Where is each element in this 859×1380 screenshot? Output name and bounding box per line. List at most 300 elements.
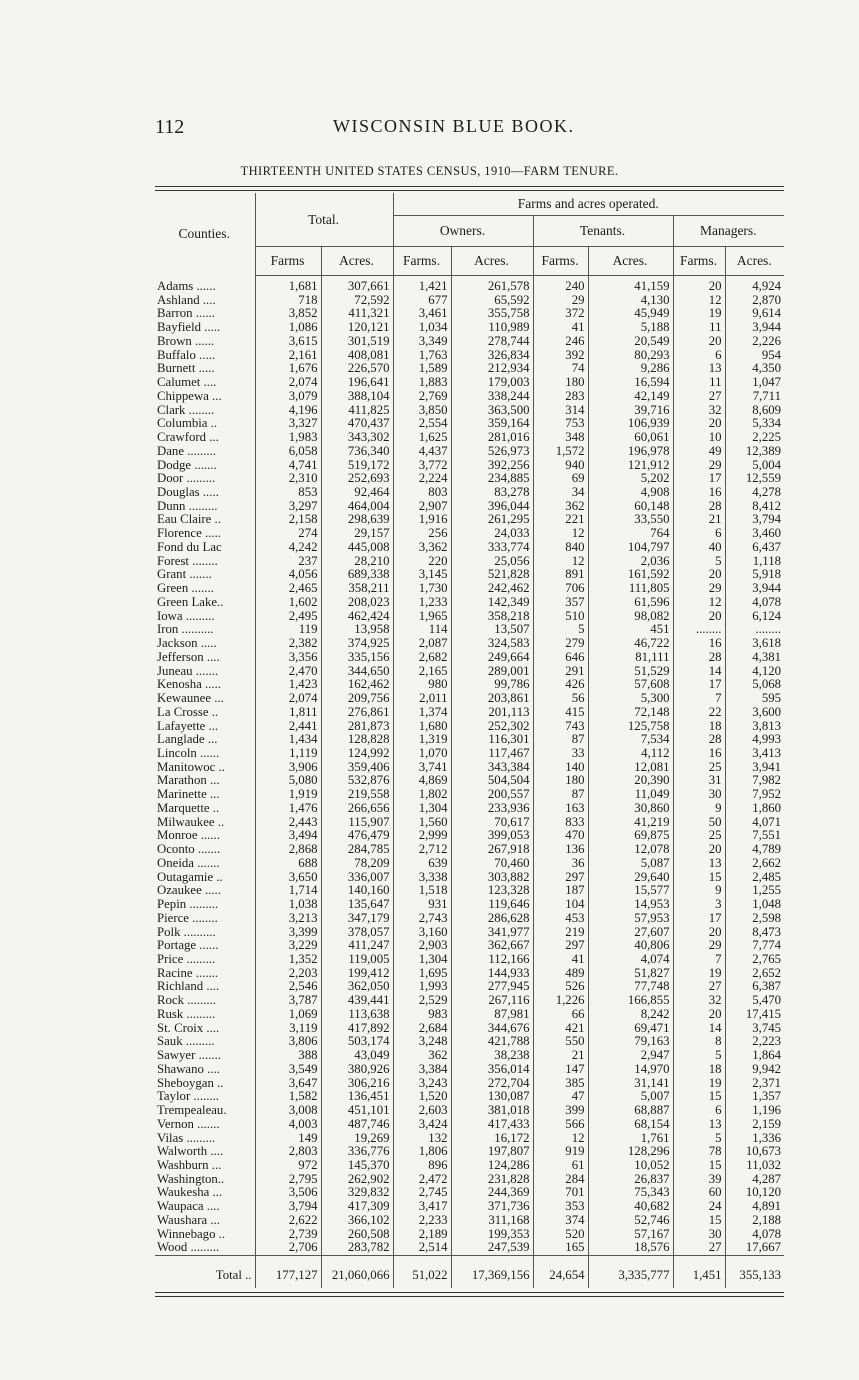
table-row — [155, 376, 784, 390]
table-row — [155, 610, 784, 624]
county-name: Crawford ... — [157, 431, 219, 445]
managers-acres-cell: 5,334 — [725, 417, 784, 431]
managers-acres-cell: 4,071 — [725, 816, 784, 830]
managers-farms-cell: 11 — [673, 376, 725, 390]
total-farms-cell: 3,506 — [255, 1186, 321, 1200]
total-acres-cell: 276,861 — [321, 706, 393, 720]
managers-acres-cell: 3,941 — [725, 761, 784, 775]
managers-farms-cell: 7 — [673, 692, 725, 706]
tenants-farms-cell: 833 — [533, 816, 588, 830]
farm-tenure-table — [155, 193, 784, 1288]
managers-farms-cell: 29 — [673, 582, 725, 596]
owners-acres-cell: 197,807 — [451, 1145, 533, 1159]
tenants-acres-cell: 764 — [588, 527, 673, 541]
owners-acres-cell: 65,592 — [451, 294, 533, 308]
table-row — [155, 665, 784, 679]
tenants-acres-cell: 15,577 — [588, 884, 673, 898]
table-row — [155, 994, 784, 1008]
county-name: Marathon ... — [157, 774, 220, 788]
tenants-acres-cell: 1,761 — [588, 1132, 673, 1146]
managers-acres-cell: 2,485 — [725, 871, 784, 885]
owners-farms-cell: 2,903 — [393, 939, 451, 953]
owners-farms-cell: 2,529 — [393, 994, 451, 1008]
tenants-acres-cell: 5,300 — [588, 692, 673, 706]
managers-farms-cell: 17 — [673, 472, 725, 486]
owners-acres-cell: 25,056 — [451, 555, 533, 569]
owners-farms-cell: 3,160 — [393, 926, 451, 940]
table-row — [155, 417, 784, 431]
managers-farms-cell: 20 — [673, 1008, 725, 1022]
total-acres-cell: 43,049 — [321, 1049, 393, 1063]
owners-farms-cell: 3,850 — [393, 404, 451, 418]
managers-acres-cell: 6,437 — [725, 541, 784, 555]
county-name: Marquette .. — [157, 801, 220, 815]
owners-farms-cell: 114 — [393, 623, 451, 637]
table-row — [155, 500, 784, 514]
tenants-farms-cell: 372 — [533, 307, 588, 321]
managers-acres-cell: 3,944 — [725, 321, 784, 335]
table-row — [155, 459, 784, 473]
owners-acres-cell: 272,704 — [451, 1077, 533, 1091]
county-name: Oconto ....... — [157, 843, 221, 857]
total-acres-cell: 307,661 — [321, 276, 393, 294]
total-farms-cell: 1,476 — [255, 802, 321, 816]
owners-farms-cell: 1,233 — [393, 596, 451, 610]
table-row — [155, 857, 784, 871]
owners-farms-header: Farms. — [393, 247, 451, 276]
managers-acres-cell: 7,982 — [725, 774, 784, 788]
owners-farms-cell: 1,560 — [393, 816, 451, 830]
county-name: Dane ......... — [157, 444, 216, 458]
table-row — [155, 1118, 784, 1132]
owners-acres-cell: 358,218 — [451, 610, 533, 624]
tenants-acres-cell: 16,594 — [588, 376, 673, 390]
managers-acres-cell: 3,794 — [725, 513, 784, 527]
total-acres-cell: 78,209 — [321, 857, 393, 871]
total-farms-cell: 2,465 — [255, 582, 321, 596]
table-row — [155, 967, 784, 981]
tenants-acres-cell: 79,163 — [588, 1035, 673, 1049]
managers-acres-cell: 1,336 — [725, 1132, 784, 1146]
table-row — [155, 761, 784, 775]
tenants-farms-cell: 297 — [533, 871, 588, 885]
county-name: Jefferson .... — [157, 650, 220, 664]
owners-farms-cell: 1,763 — [393, 349, 451, 363]
tenants-farms-cell: 56 — [533, 692, 588, 706]
tenants-acres-header: Acres. — [588, 247, 673, 276]
county-name: Trempealeau. — [157, 1104, 227, 1118]
managers-acres-cell: 4,924 — [725, 276, 784, 294]
total-acres-cell: 417,309 — [321, 1200, 393, 1214]
tenants-farms-cell: 421 — [533, 1022, 588, 1036]
managers-acres-cell: 12,389 — [725, 445, 784, 459]
tenants-acres-cell: 72,148 — [588, 706, 673, 720]
managers-farms-cell: 20 — [673, 843, 725, 857]
table-row — [155, 486, 784, 500]
tenants-acres-cell: 68,887 — [588, 1104, 673, 1118]
owners-acres-cell: 200,557 — [451, 788, 533, 802]
managers-acres-cell: 17,415 — [725, 1008, 784, 1022]
managers-acres-cell: 2,765 — [725, 953, 784, 967]
table-row — [155, 720, 784, 734]
total-acres-cell: 281,873 — [321, 720, 393, 734]
total-acres-cell: 411,247 — [321, 939, 393, 953]
owners-acres-cell: 289,001 — [451, 665, 533, 679]
table-row — [155, 884, 784, 898]
owners-acres-cell: 324,583 — [451, 637, 533, 651]
tenants-farms-cell: 1,572 — [533, 445, 588, 459]
owners-farms-cell: 2,907 — [393, 500, 451, 514]
table-row — [155, 1022, 784, 1036]
managers-acres-cell: 595 — [725, 692, 784, 706]
managers-farms-cell: 27 — [673, 390, 725, 404]
total-acres-cell: 120,121 — [321, 321, 393, 335]
tenants-farms-cell: 36 — [533, 857, 588, 871]
managers-farms-cell: 50 — [673, 816, 725, 830]
tenants-acres-cell: 104,797 — [588, 541, 673, 555]
tenants-acres-cell: 57,608 — [588, 678, 673, 692]
tenants-acres-cell: 125,758 — [588, 720, 673, 734]
total-farms-cell: 1,919 — [255, 788, 321, 802]
tenants-farms-cell: 353 — [533, 1200, 588, 1214]
managers-acres-cell: 5,918 — [725, 568, 784, 582]
total-farms-cell: 2,546 — [255, 980, 321, 994]
tenants-farms-cell: 87 — [533, 788, 588, 802]
owners-farms-cell: 1,806 — [393, 1145, 451, 1159]
owners-acres-cell: 212,934 — [451, 362, 533, 376]
total-farms-cell: 6,058 — [255, 445, 321, 459]
owners-farms-cell: 1,520 — [393, 1090, 451, 1104]
total-acres-cell: 199,412 — [321, 967, 393, 981]
total-farms-cell: 2,158 — [255, 513, 321, 527]
tenants-acres-cell: 20,390 — [588, 774, 673, 788]
total-row — [155, 1256, 784, 1289]
table-row — [155, 980, 784, 994]
total-acres-cell: 462,424 — [321, 610, 393, 624]
owners-farms-cell: 2,233 — [393, 1214, 451, 1228]
table-row — [155, 1077, 784, 1091]
managers-farms-cell: 30 — [673, 788, 725, 802]
tenants-acres-cell: 61,596 — [588, 596, 673, 610]
owners-farms-cell: 2,554 — [393, 417, 451, 431]
tenants-farms-cell: 12 — [533, 555, 588, 569]
managers-farms-cell: 12 — [673, 294, 725, 308]
owners-farms-cell: 3,741 — [393, 761, 451, 775]
tenants-acres-cell: 57,167 — [588, 1228, 673, 1242]
managers-acres-total: 355,133 — [725, 1256, 784, 1289]
owners-acres-cell: 244,369 — [451, 1186, 533, 1200]
total-acres-cell: 343,302 — [321, 431, 393, 445]
managers-farms-cell: 27 — [673, 980, 725, 994]
tenants-farms-cell: 163 — [533, 802, 588, 816]
managers-acres-cell: 954 — [725, 349, 784, 363]
tenants-acres-cell: 57,953 — [588, 912, 673, 926]
tenants-acres-cell: 68,154 — [588, 1118, 673, 1132]
tenants-farms-cell: 69 — [533, 472, 588, 486]
table-row — [155, 637, 784, 651]
table-row — [155, 431, 784, 445]
county-name: Sheboygan .. — [157, 1076, 224, 1090]
tenants-farms-cell: 219 — [533, 926, 588, 940]
total-acres-cell: 283,782 — [321, 1241, 393, 1255]
county-name: Taylor ........ — [157, 1090, 220, 1104]
owners-acres-cell: 16,172 — [451, 1132, 533, 1146]
tenants-acres-cell: 5,087 — [588, 857, 673, 871]
table-row — [155, 706, 784, 720]
total-farms-cell: 2,706 — [255, 1241, 321, 1255]
total-farms-cell: 237 — [255, 555, 321, 569]
managers-acres-cell: 2,225 — [725, 431, 784, 445]
table-row — [155, 1049, 784, 1063]
managers-acres-cell: 3,745 — [725, 1022, 784, 1036]
owners-farms-cell: 1,070 — [393, 747, 451, 761]
table-row — [155, 362, 784, 376]
tenants-farms-cell: 489 — [533, 967, 588, 981]
owners-acres-cell: 112,166 — [451, 953, 533, 967]
tenants-farms-cell: 840 — [533, 541, 588, 555]
owners-header: Owners. — [393, 216, 533, 247]
owners-acres-cell: 504,504 — [451, 774, 533, 788]
owners-acres-cell: 234,885 — [451, 472, 533, 486]
managers-acres-cell: 1,118 — [725, 555, 784, 569]
owners-farms-cell: 3,248 — [393, 1035, 451, 1049]
top-rule-inner — [155, 190, 784, 191]
tenants-farms-cell: 33 — [533, 747, 588, 761]
owners-farms-cell: 2,712 — [393, 843, 451, 857]
county-name: Jackson ..... — [157, 637, 217, 651]
managers-farms-cell: 31 — [673, 774, 725, 788]
total-farms-cell: 3,008 — [255, 1104, 321, 1118]
tenants-farms-cell: 426 — [533, 678, 588, 692]
owners-acres-cell: 117,467 — [451, 747, 533, 761]
tenants-acres-cell: 30,860 — [588, 802, 673, 816]
county-name: Richland .... — [157, 980, 220, 994]
owners-farms-cell: 1,883 — [393, 376, 451, 390]
county-name: Vernon ....... — [157, 1117, 220, 1131]
county-name: St. Croix .... — [157, 1021, 220, 1035]
owners-farms-cell: 1,993 — [393, 980, 451, 994]
owners-acres-cell: 99,786 — [451, 678, 533, 692]
managers-acres-cell: 1,357 — [725, 1090, 784, 1104]
tenants-farms-cell: 291 — [533, 665, 588, 679]
managers-acres-cell: 2,371 — [725, 1077, 784, 1091]
tenants-acres-cell: 40,682 — [588, 1200, 673, 1214]
county-name: Florence ..... — [157, 527, 221, 541]
county-name: Iowa ......... — [157, 609, 215, 623]
bottom-rule — [155, 1292, 784, 1293]
tenants-acres-cell: 51,529 — [588, 665, 673, 679]
owners-farms-cell: 983 — [393, 1008, 451, 1022]
owners-farms-cell: 132 — [393, 1132, 451, 1146]
total-acres-cell: 19,269 — [321, 1132, 393, 1146]
owners-acres-cell: 142,349 — [451, 596, 533, 610]
owners-farms-cell: 362 — [393, 1049, 451, 1063]
total-farms-cell: 4,741 — [255, 459, 321, 473]
total-farms-cell: 1,434 — [255, 733, 321, 747]
county-name: Vilas ......... — [157, 1131, 216, 1145]
tenants-farms-cell: 5 — [533, 623, 588, 637]
owners-acres-cell: 123,328 — [451, 884, 533, 898]
county-name: Polk .......... — [157, 925, 216, 939]
total-farms-cell: 149 — [255, 1132, 321, 1146]
table-row — [155, 898, 784, 912]
table-row — [155, 871, 784, 885]
county-name: Manitowoc .. — [157, 760, 225, 774]
managers-farms-header: Farms. — [673, 247, 725, 276]
owners-farms-cell: 3,362 — [393, 541, 451, 555]
total-farms-cell: 3,787 — [255, 994, 321, 1008]
owners-farms-cell: 1,730 — [393, 582, 451, 596]
total-acres-cell: 689,338 — [321, 568, 393, 582]
total-farms-cell: 3,549 — [255, 1063, 321, 1077]
managers-farms-cell: 19 — [673, 1077, 725, 1091]
table-row — [155, 404, 784, 418]
total-farms-cell: 3,650 — [255, 871, 321, 885]
managers-farms-cell: 5 — [673, 1049, 725, 1063]
total-acres-cell: 411,825 — [321, 404, 393, 418]
managers-acres-cell: 4,078 — [725, 596, 784, 610]
owners-farms-cell: 2,087 — [393, 637, 451, 651]
owners-acres-cell: 70,460 — [451, 857, 533, 871]
owners-acres-cell: 252,302 — [451, 720, 533, 734]
managers-acres-cell: 2,188 — [725, 1214, 784, 1228]
managers-acres-cell: 17,667 — [725, 1241, 784, 1255]
managers-acres-cell: 4,350 — [725, 362, 784, 376]
county-name: Washburn ... — [157, 1159, 222, 1172]
table-row — [155, 472, 784, 486]
total-farms-cell: 2,622 — [255, 1214, 321, 1228]
total-acres-cell: 145,370 — [321, 1159, 393, 1173]
county-name: Winnebago .. — [157, 1227, 226, 1241]
tenants-farms-cell: 29 — [533, 294, 588, 308]
tenants-farms-header: Farms. — [533, 247, 588, 276]
total-acres-cell: 28,210 — [321, 555, 393, 569]
table-row — [155, 747, 784, 761]
owners-farms-cell: 4,869 — [393, 774, 451, 788]
tenants-farms-cell: 453 — [533, 912, 588, 926]
managers-farms-cell: 32 — [673, 404, 725, 418]
managers-acres-cell: 4,381 — [725, 651, 784, 665]
total-farms-cell: 3,906 — [255, 761, 321, 775]
total-acres-cell: 374,925 — [321, 637, 393, 651]
tenants-farms-cell: 61 — [533, 1159, 588, 1173]
owners-farms-cell: 1,304 — [393, 802, 451, 816]
owners-acres-cell: 116,301 — [451, 733, 533, 747]
owners-farms-cell: 1,916 — [393, 513, 451, 527]
owners-farms-cell: 2,684 — [393, 1022, 451, 1036]
tenants-acres-cell: 41,219 — [588, 816, 673, 830]
county-name: Ozaukee ..... — [157, 884, 221, 898]
table-row — [155, 692, 784, 706]
table-row — [155, 788, 784, 802]
tenants-farms-cell: 12 — [533, 1132, 588, 1146]
owners-acres-cell: 110,989 — [451, 321, 533, 335]
table-row — [155, 1132, 784, 1146]
managers-acres-header: Acres. — [725, 247, 784, 276]
owners-farms-cell: 1,589 — [393, 362, 451, 376]
tenants-farms-cell: 891 — [533, 568, 588, 582]
managers-farms-cell: 18 — [673, 1063, 725, 1077]
owners-farms-cell: 2,189 — [393, 1228, 451, 1242]
managers-acres-cell: 7,551 — [725, 829, 784, 843]
tenants-acres-cell: 29,640 — [588, 871, 673, 885]
owners-acres-total: 17,369,156 — [451, 1256, 533, 1289]
total-acres-cell: 262,902 — [321, 1173, 393, 1187]
county-name: Sawyer ....... — [157, 1049, 221, 1063]
county-name: Iron .......... — [157, 623, 214, 637]
county-name: Door ......... — [157, 472, 216, 486]
tenants-acres-cell: 9,286 — [588, 362, 673, 376]
tenants-acres-cell: 14,970 — [588, 1063, 673, 1077]
managers-farms-cell: 15 — [673, 1159, 725, 1173]
managers-farms-cell: 15 — [673, 1090, 725, 1104]
county-name: Douglas ..... — [157, 486, 219, 500]
county-name: Pierce ........ — [157, 911, 218, 925]
tenants-acres-cell: 98,082 — [588, 610, 673, 624]
owners-farms-cell: 1,965 — [393, 610, 451, 624]
owners-acres-header: Acres. — [451, 247, 533, 276]
owners-farms-cell: 3,145 — [393, 568, 451, 582]
tenants-farms-cell: 520 — [533, 1228, 588, 1242]
managers-acres-cell: 10,120 — [725, 1186, 784, 1200]
tenants-acres-cell: 7,534 — [588, 733, 673, 747]
managers-acres-cell: 1,860 — [725, 802, 784, 816]
total-farms-cell: 2,495 — [255, 610, 321, 624]
tenants-farms-cell: 470 — [533, 829, 588, 843]
county-name: Ashland .... — [157, 293, 216, 307]
managers-farms-cell: 21 — [673, 513, 725, 527]
owners-farms-cell: 896 — [393, 1159, 451, 1173]
managers-acres-cell: 1,048 — [725, 898, 784, 912]
total-farms-cell: 2,310 — [255, 472, 321, 486]
total-farms-cell: 2,161 — [255, 349, 321, 363]
table-row — [155, 527, 784, 541]
total-farms-cell: 3,297 — [255, 500, 321, 514]
managers-farms-cell: 17 — [673, 912, 725, 926]
total-farms: 177,127 — [255, 1256, 321, 1289]
county-name: Oneida ....... — [157, 856, 220, 870]
tenants-acres-cell: 451 — [588, 623, 673, 637]
tenants-farms-cell: 385 — [533, 1077, 588, 1091]
tenants-acres-cell: 106,939 — [588, 417, 673, 431]
table-row — [155, 1008, 784, 1022]
county-name: Price ......... — [157, 952, 216, 966]
county-name: Bayfield ..... — [157, 321, 221, 335]
table-row — [155, 843, 784, 857]
tenants-acres-cell: 31,141 — [588, 1077, 673, 1091]
total-farms-cell: 853 — [255, 486, 321, 500]
managers-farms-cell: 32 — [673, 994, 725, 1008]
managers-acres-cell: 1,255 — [725, 884, 784, 898]
managers-farms-cell: 6 — [673, 1104, 725, 1118]
county-name: Washington.. — [157, 1172, 225, 1186]
tenants-farms-cell: 221 — [533, 513, 588, 527]
table-row — [155, 939, 784, 953]
table-row — [155, 1173, 784, 1187]
table-row — [155, 774, 784, 788]
managers-acres-cell: 3,460 — [725, 527, 784, 541]
total-farms-cell: 4,003 — [255, 1118, 321, 1132]
tenants-farms-cell: 348 — [533, 431, 588, 445]
total-acres-cell: 13,958 — [321, 623, 393, 637]
managers-acres-cell: 3,944 — [725, 582, 784, 596]
owners-farms-cell: 803 — [393, 486, 451, 500]
owners-acres-cell: 344,676 — [451, 1022, 533, 1036]
managers-acres-cell: 7,711 — [725, 390, 784, 404]
managers-farms-cell: 6 — [673, 349, 725, 363]
total-acres-cell: 487,746 — [321, 1118, 393, 1132]
table-row — [155, 307, 784, 321]
